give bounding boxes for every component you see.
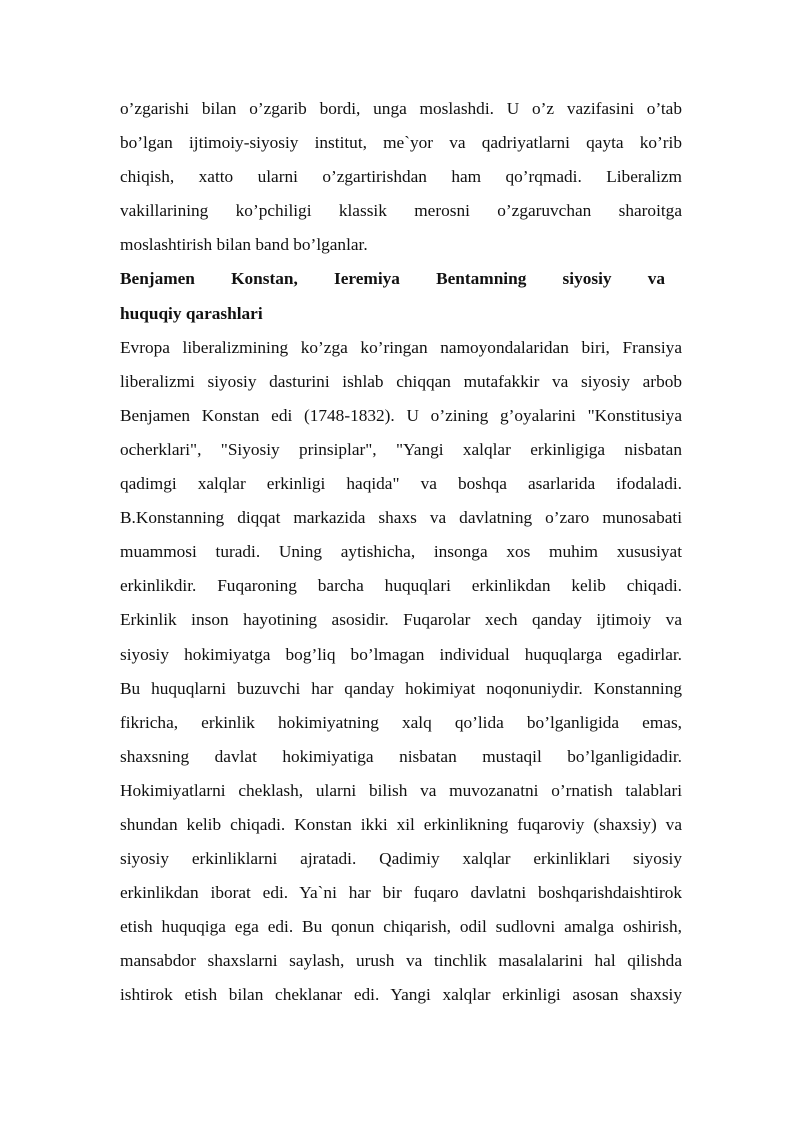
text-line: bo’lgan ijtimoiy-siyosiy institut, me`yor va qadriyatlarni qayta ko’rib [120, 133, 682, 153]
text-line: shundan kelib chiqadi. Konstan ikki xil erkinlikning fuqaroviy (shaxsiy) va [120, 814, 682, 834]
text-line: etish huquqiga ega edi. Bu qonun chiqarish, odil sudlovni amalga oshirish, [120, 917, 682, 937]
text-line: Erkinlik inson hayotining asosidir. Fuqarolar xech qanday ijtimoiy va [120, 610, 682, 630]
text-line: Hokimiyatlarni cheklash, ularni bilish va muvozanatni o’rnatish talablari [120, 780, 682, 800]
paragraph-intro [120, 92, 682, 262]
text-line: siyosiy erkinliklarni ajratadi. Qadimiy xalqlar erkinliklari siyosiy [120, 849, 682, 869]
text-line: qadimgi xalqlar erkinligi haqida" va boshqa asarlarida ifodaladi. [120, 474, 682, 494]
text-line: Evropa liberalizmining ko’zga ko’ringan namoyondalaridan biri, Fransiya [120, 337, 682, 357]
text-line: liberalizmi siyosiy dasturini ishlab chiqqan mutafakkir va siyosiy arbob [120, 371, 682, 391]
section-heading [120, 262, 682, 330]
document-page [120, 92, 682, 1013]
text-line: chiqish, xatto ularni o’zgartirishdan ham qo’rqmadi. Liberalizm [120, 167, 682, 187]
text-line: Benjamen Konstan edi (1748-1832). U o’zining g’oyalarini "Konstitusiya [120, 405, 682, 425]
text-line: mansabdor shaxslarni saylash, urush va tinchlik masalalarini hal qilishda [120, 951, 682, 971]
text-line: B.Konstanning diqqat markazida shaxs va davlatning o’zaro munosabati [120, 508, 682, 528]
text-line: Bu huquqlarni buzuvchi har qanday hokimiyat noqonuniydir. Konstanning [120, 678, 682, 698]
paragraph-konstan [120, 331, 682, 1013]
text-line: erkinlikdan iborat edi. Ya`ni har bir fuqaro davlatni boshqarishdaishtirok [120, 883, 682, 903]
text-line: vakillarining ko’pchiligi klassik merosni o’zgaruvchan sharoitga [120, 201, 682, 221]
text-line: muammosi turadi. Uning aytishicha, insonga xos muhim xususiyat [120, 542, 682, 562]
text-line: erkinlikdir. Fuqaroning barcha huquqlari erkinlikdan kelib chiqadi. [120, 576, 682, 596]
text-line: fikricha, erkinlik hokimiyatning xalq qo’lida bo’lganligida emas, [120, 712, 682, 732]
text-line: ishtirok etish bilan cheklanar edi. Yangi xalqlar erkinligi asosan shaxsiy [120, 985, 682, 1005]
heading-line: huquqiy qarashlari [120, 303, 263, 323]
text-line: siyosiy hokimiyatga bog’liq bo’lmagan individual huquqlarga egadirlar. [120, 644, 682, 664]
text-line: shaxsning davlat hokimiyatiga nisbatan mustaqil bo’lganligidadir. [120, 746, 682, 766]
heading-line: Benjamen Konstan, Ieremiya Bentamning siyosiy va [120, 269, 665, 289]
text-line: ocherklari", "Siyosiy prinsiplar", "Yangi xalqlar erkinligiga nisbatan [120, 439, 682, 459]
text-line: o’zgarishi bilan o’zgarib bordi, unga moslashdi. U o’z vazifasini o’tab [120, 99, 682, 118]
text-line: moslashtirish bilan band bo’lganlar. [120, 235, 368, 255]
